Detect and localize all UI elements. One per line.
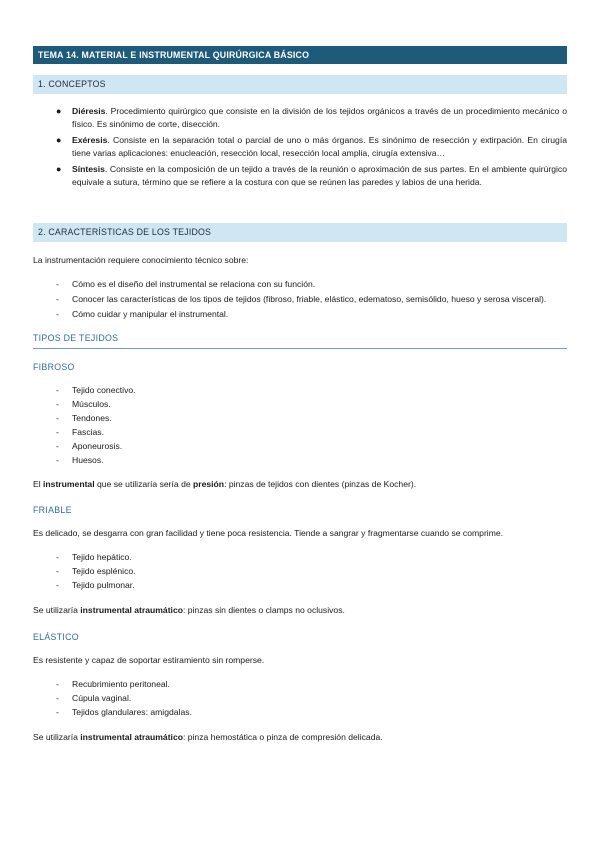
list-item bbox=[33, 454, 567, 468]
list-item-text: Fascias. bbox=[72, 427, 104, 437]
list-item bbox=[33, 308, 567, 321]
note-emphasis: instrumental atraumático bbox=[80, 732, 183, 742]
subheading-tipos-de-tejidos: TIPOS DE TEJIDOS bbox=[33, 332, 567, 349]
list-item bbox=[33, 565, 567, 579]
concept-definition: . Consiste en la separación total o parcial de uno o más órganos. Es sinónimo de resección y extirpación. En cirugía tiene varias aplicaciones: enucleación, resección local, resección local amplia, cirugía extensiva… bbox=[72, 135, 567, 158]
list-item-text: Tejido esplénico. bbox=[72, 566, 136, 576]
subheading-friable: FRIABLE bbox=[33, 505, 72, 515]
dash-marker: - bbox=[56, 707, 59, 717]
dash-marker: - bbox=[56, 309, 59, 319]
list-item-text: Recubrimiento peritoneal. bbox=[72, 679, 170, 689]
note-text: Se utilizaría bbox=[33, 605, 81, 615]
list-item bbox=[33, 551, 567, 565]
document-page bbox=[33, 46, 567, 744]
document-title: TEMA 14. MATERIAL E INSTRUMENTAL QUIRÚRGICA BÁSICO bbox=[33, 46, 567, 64]
requirements-list bbox=[33, 278, 567, 321]
dash-marker: - bbox=[56, 279, 59, 289]
list-item bbox=[33, 293, 567, 306]
friable-list bbox=[33, 551, 567, 593]
list-item bbox=[33, 579, 567, 593]
list-item-text: Cúpula vaginal. bbox=[72, 693, 132, 703]
concept-item bbox=[33, 134, 567, 160]
friable-note bbox=[33, 604, 567, 617]
list-item-text: Aponeurosis. bbox=[72, 441, 123, 451]
note-text: Se utilizaría bbox=[33, 732, 81, 742]
list-item-text: Tejido hepático. bbox=[72, 552, 132, 562]
list-item-text: Conocer las características de los tipos de tejidos (fibroso, friable, elástico, edematoso, semisólido, hueso y serosa visceral). bbox=[72, 294, 547, 304]
subheading-elastico: ELÁSTICO bbox=[33, 632, 79, 642]
dash-marker: - bbox=[56, 552, 59, 562]
fibroso-list bbox=[33, 384, 567, 468]
elastico-note bbox=[33, 731, 567, 744]
list-item bbox=[33, 692, 567, 706]
note-emphasis: instrumental bbox=[43, 479, 95, 489]
list-item-text: Tejidos glandulares: amigdalas. bbox=[72, 707, 192, 717]
list-item-text: Músculos. bbox=[72, 399, 111, 409]
list-item-text: Tendones. bbox=[72, 413, 112, 423]
friable-description: Es delicado, se desgarra con gran facilidad y tiene poca resistencia. Tiende a sangrar y fragmentarse cuando se comprime. bbox=[33, 528, 504, 538]
concept-item bbox=[33, 105, 567, 131]
bullet-icon: ● bbox=[56, 164, 62, 174]
dash-marker: - bbox=[56, 679, 59, 689]
concept-definition: . Consiste en la composición de un tejido a través de la reunión o aproximación de sus partes. En el ambiente quirúrgico equivale a sutura, término que se refiere a la costura con que se reúnen las paredes y labios de una herida. bbox=[72, 164, 567, 187]
concept-item bbox=[33, 163, 567, 189]
dash-marker: - bbox=[56, 413, 59, 423]
list-item bbox=[33, 398, 567, 412]
dash-marker: - bbox=[56, 385, 59, 395]
list-item bbox=[33, 384, 567, 398]
list-item-text: Cómo es el diseño del instrumental se relaciona con su función. bbox=[72, 279, 316, 289]
list-item-text: Tejido pulmonar. bbox=[72, 580, 135, 590]
dash-marker: - bbox=[56, 580, 59, 590]
list-item bbox=[33, 278, 567, 291]
dash-marker: - bbox=[56, 294, 59, 304]
dash-marker: - bbox=[56, 693, 59, 703]
list-item-text: Huesos. bbox=[72, 455, 104, 465]
list-item bbox=[33, 678, 567, 692]
list-item bbox=[33, 706, 567, 720]
concept-term: Síntesis bbox=[72, 164, 105, 174]
note-emphasis: presión bbox=[193, 479, 225, 489]
dash-marker: - bbox=[56, 427, 59, 437]
note-emphasis: instrumental atraumático bbox=[80, 605, 183, 615]
dash-marker: - bbox=[56, 441, 59, 451]
section-heading-caracteristicas: 2. CARACTERÍSTICAS DE LOS TEJIDOS bbox=[33, 223, 567, 242]
note-text: : pinzas de tejidos con dientes (pinzas de Kocher). bbox=[224, 479, 417, 489]
section-heading-conceptos: 1. CONCEPTOS bbox=[33, 75, 567, 94]
concepts-list bbox=[33, 105, 567, 189]
list-item-text: Tejido conectivo. bbox=[72, 385, 136, 395]
bullet-icon: ● bbox=[56, 106, 62, 116]
note-text: : pinzas sin dientes o clamps no oclusivos. bbox=[182, 605, 345, 615]
concept-term: Diéresis bbox=[72, 106, 106, 116]
list-item bbox=[33, 440, 567, 454]
dash-marker: - bbox=[56, 566, 59, 576]
concept-term: Exéresis bbox=[72, 135, 108, 145]
list-item bbox=[33, 412, 567, 426]
elastico-list bbox=[33, 678, 567, 720]
note-text: que se utilizaría sería de bbox=[94, 479, 194, 489]
list-item-text: Cómo cuidar y manipular el instrumental. bbox=[72, 309, 229, 319]
section-intro: La instrumentación requiere conocimiento técnico sobre: bbox=[33, 255, 249, 265]
fibroso-note bbox=[33, 478, 567, 491]
list-item bbox=[33, 426, 567, 440]
note-text: : pinza hemostática o pinza de compresión delicada. bbox=[182, 732, 383, 742]
bullet-icon: ● bbox=[56, 135, 62, 145]
concept-definition: . Procedimiento quirúrgico que consiste en la división de los tejidos orgánicos a través de un procedimiento mecánico o físico. Es sinónimo de corte, disección. bbox=[72, 106, 567, 129]
elastico-description: Es resistente y capaz de soportar estiramiento sin romperse. bbox=[33, 655, 265, 665]
subheading-fibroso: FIBROSO bbox=[33, 362, 75, 372]
dash-marker: - bbox=[56, 455, 59, 465]
note-text: El bbox=[33, 479, 44, 489]
dash-marker: - bbox=[56, 399, 59, 409]
